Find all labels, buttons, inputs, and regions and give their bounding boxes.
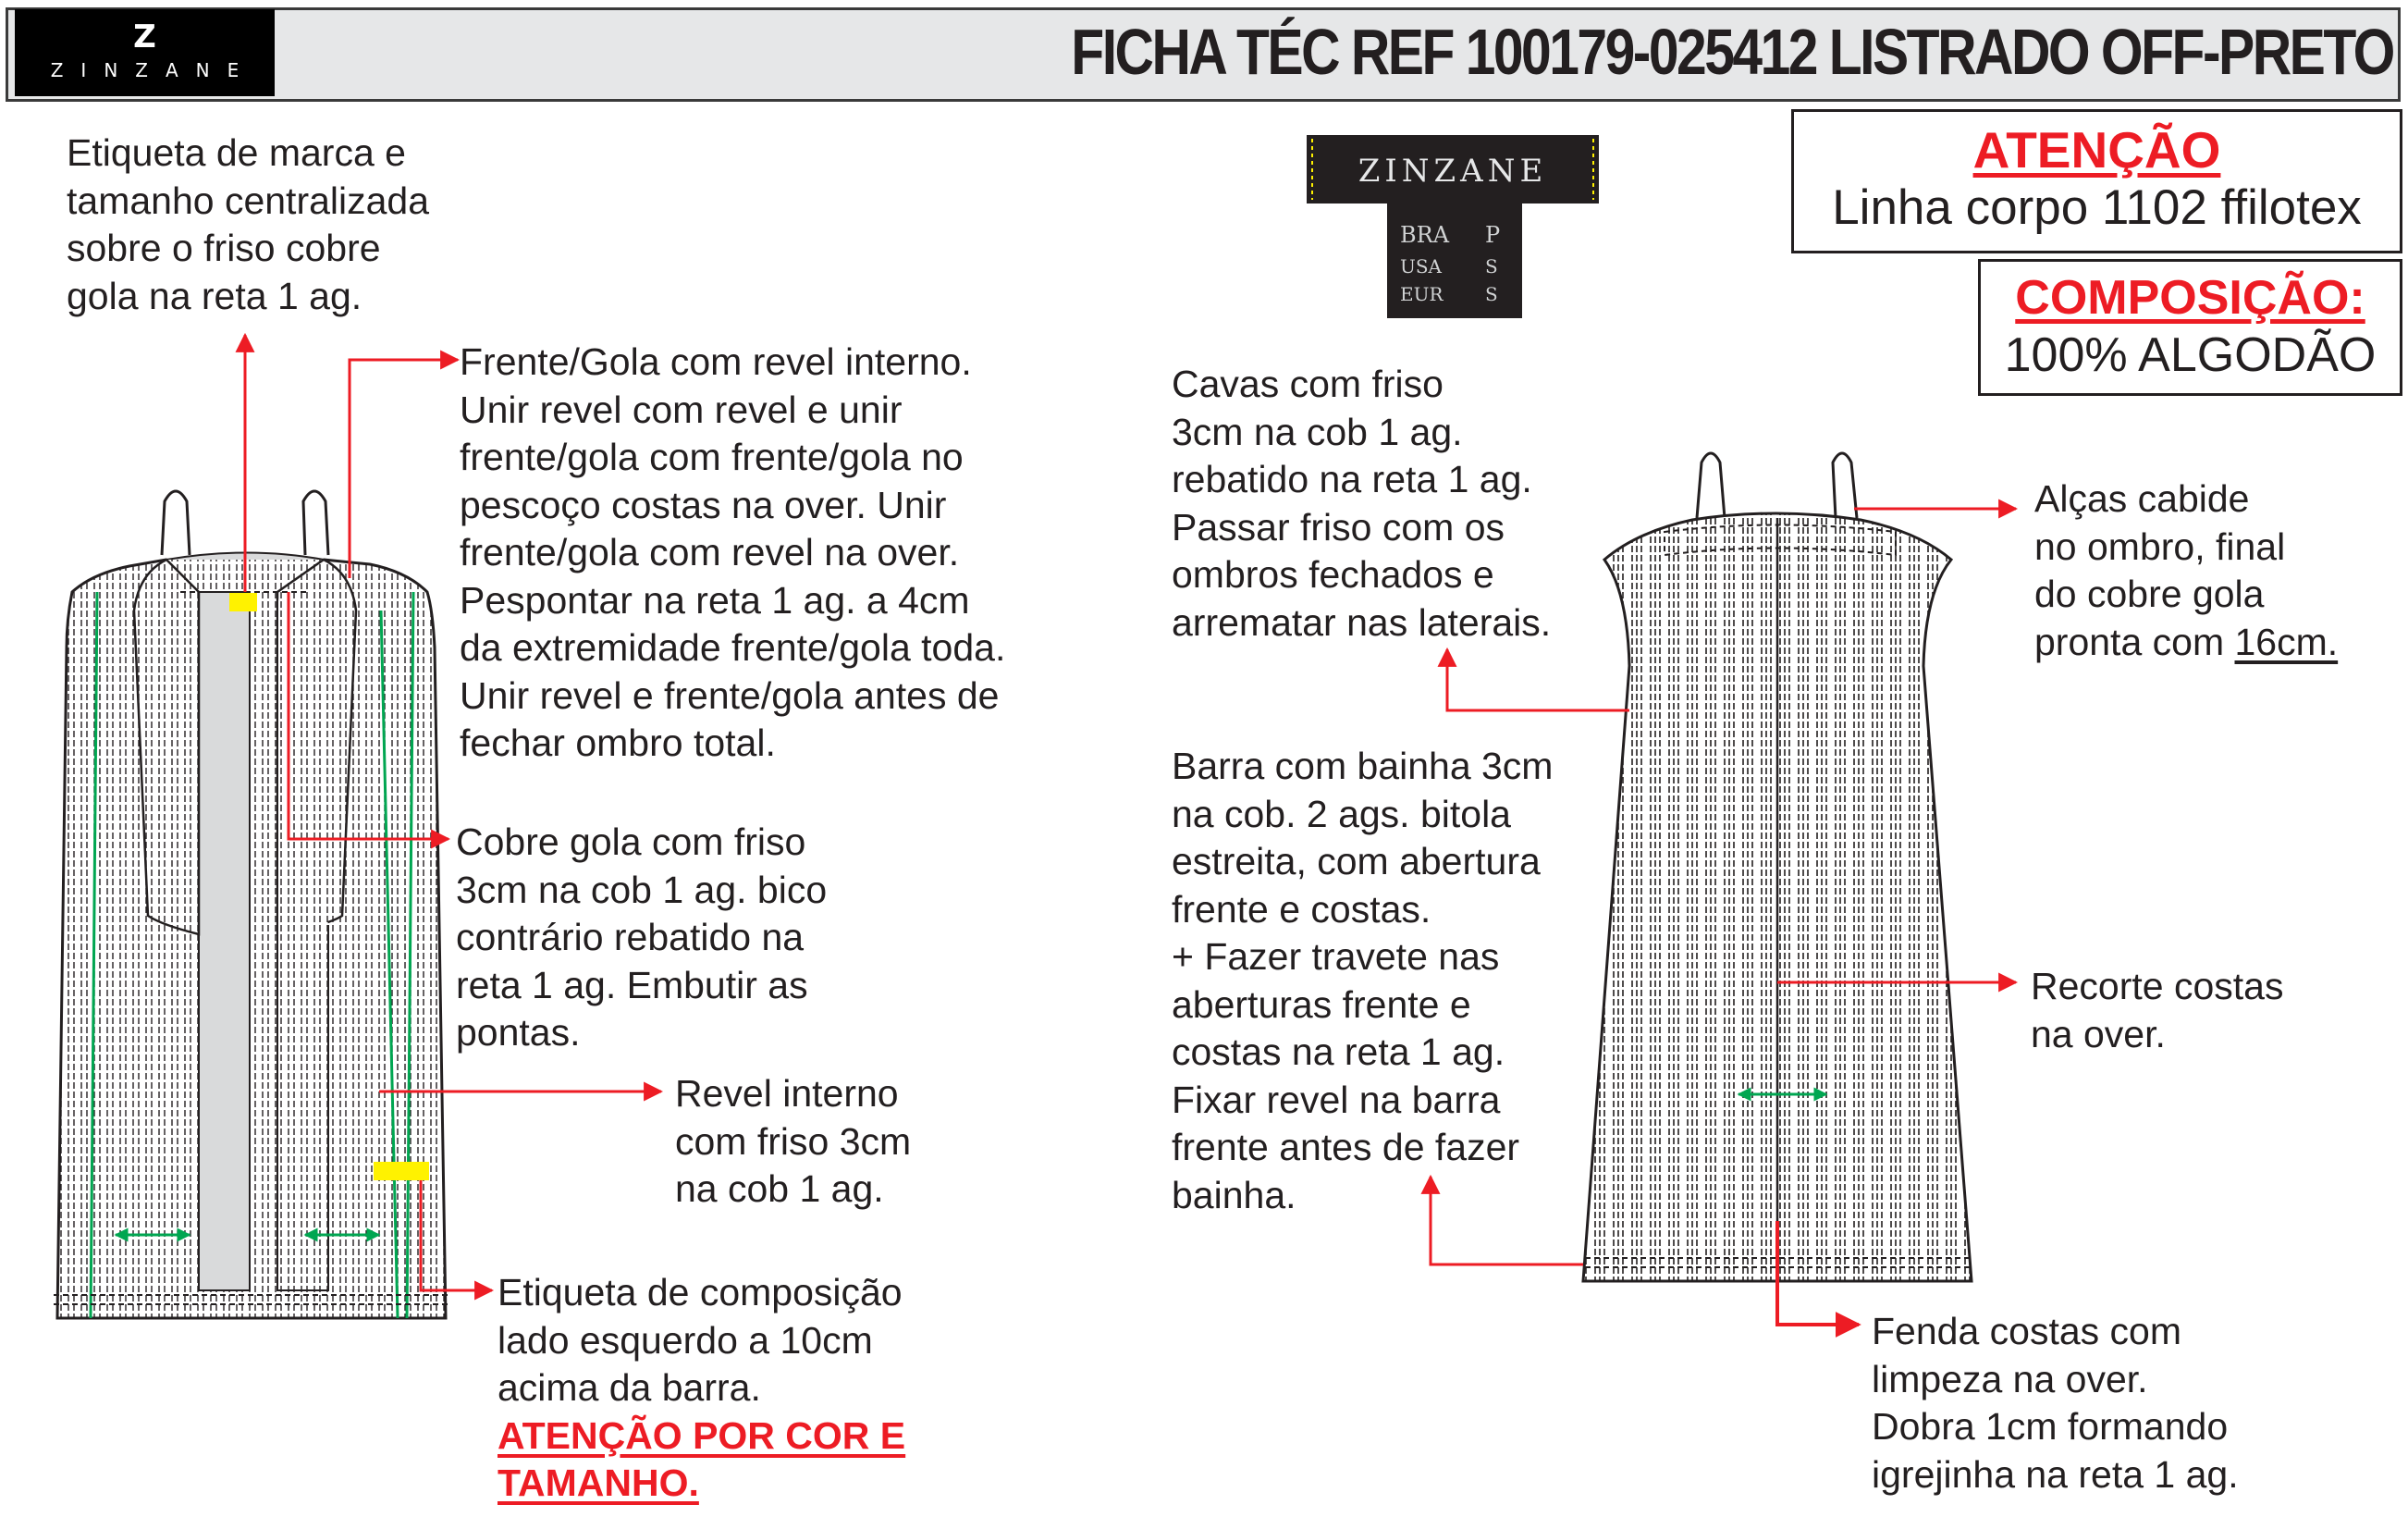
note-line: Unir revel com revel e unir [460,388,903,431]
document-title: FICHA TÉC REF 100179-025412 LISTRADO OFF-PRETO [1071,16,2393,88]
label-size-eur: S [1485,283,1498,305]
note-line: contrário rebatido na [456,916,805,958]
note-line: estreita, com abertura [1172,840,1541,882]
front-view-drawing [54,491,449,1318]
note-line: acima da barra. [498,1366,761,1409]
note-line: frente/gola com revel na over. [460,531,960,574]
note-line: pescoço costas na over. Unir [460,483,947,526]
composition-warning-line: ATENÇÃO POR COR E [498,1413,906,1457]
note-line: ombros fechados e [1172,553,1494,596]
label-region-usa: USA [1400,255,1442,278]
note-collar-cover [456,819,827,1057]
note-back-slit [1872,1308,2239,1498]
logo-text: ZINZANE [50,59,257,81]
note-line: Etiqueta de composição [498,1271,903,1314]
attention-title: ATENÇÃO [1972,121,2221,179]
note-line: tamanho centralizada [67,179,430,222]
note-inner-facing [675,1070,911,1214]
note-line: frente antes de fazer [1172,1126,1520,1168]
note-line: Passar friso com os [1172,505,1505,549]
logo-mark: Z [133,18,156,56]
note-line: lado esquerdo a 10cm [498,1318,873,1362]
note-line: Fenda costas com [1872,1310,2181,1352]
note-line: Revel interno [675,1072,899,1115]
note-brand-label [67,130,429,320]
note-line: limpeza na over. [1872,1357,2148,1400]
note-armholes [1172,361,1551,647]
note-line: no ombro, final [2034,524,2286,568]
note-straps [2034,475,2338,666]
note-line: Recorte costas [2031,965,2284,1007]
attention-text: Linha corpo 1102 ffilotex [1832,180,2362,235]
note-back-seam [2031,963,2283,1058]
note-line: rebatido na reta 1 ag. [1172,458,1532,500]
note-line: Alças cabide [2034,477,2250,520]
note-line: Unir revel e frente/gola antes de [460,673,1000,717]
note-line: frente/gola com frente/gola no [460,436,964,478]
back-view-drawing [1583,453,1972,1281]
composition-title: COMPOSIÇÃO: [2015,271,2365,325]
note-line [2034,619,2338,667]
note-line: Pespontar na reta 1 ag. a 4cm [460,578,970,622]
note-line: aberturas frente e [1172,982,1471,1026]
note-line: arrematar nas laterais. [1172,600,1552,644]
note-line: igrejinha na reta 1 ag. [1872,1452,2239,1496]
note-line: fechar ombro total. [460,722,776,764]
note-line: bainha. [1172,1173,1296,1216]
note-line: + Fazer travete nas [1172,935,1500,978]
straps-length-prefix: pronta com [2034,620,2235,663]
note-line: Etiqueta de marca e [67,131,406,174]
straps-length-value: 16cm. [2234,620,2339,663]
note-line: costas na reta 1 ag. [1172,1030,1505,1073]
note-line: 3cm na cob 1 ag. bico [456,868,828,911]
note-line: na over. [2031,1012,2166,1055]
note-line: na cob 1 ag. [675,1167,884,1210]
note-line: com friso 3cm [675,1119,912,1163]
note-line: pontas. [456,1011,581,1054]
note-line: sobre o friso cobre [67,227,381,269]
label-region-eur: EUR [1400,283,1444,305]
note-line: 3cm na cob 1 ag. [1172,410,1463,453]
label-brand-text: ZINZANE [1358,153,1548,190]
composition-warning-line: TAMANHO. [498,1462,699,1504]
note-line: Frente/Gola com revel interno. [460,340,972,383]
note-composition-label [498,1269,905,1508]
label-size-usa: S [1485,255,1498,278]
label-size-bra: P [1485,222,1501,248]
note-line: Dobra 1cm formando [1872,1405,2229,1448]
note-front-collar [460,339,1005,768]
label-region-bra: BRA [1400,222,1450,248]
note-line: frente e costas. [1172,887,1431,931]
note-line: Cavas com friso [1172,363,1444,405]
note-line: na cob. 2 ags. bitola [1172,792,1511,835]
note-line: Cobre gola com friso [456,820,806,863]
note-line: da extremidade frente/gola toda. [460,626,1006,669]
note-line: Fixar revel na barra [1172,1078,1501,1121]
note-line: Barra com bainha 3cm [1172,745,1554,787]
note-hem [1172,743,1553,1219]
note-line: do cobre gola [2034,573,2265,615]
note-line: gola na reta 1 ag. [67,274,362,317]
note-line: reta 1 ag. Embutir as [456,963,808,1006]
composition-text: 100% ALGODÃO [2004,328,2377,382]
